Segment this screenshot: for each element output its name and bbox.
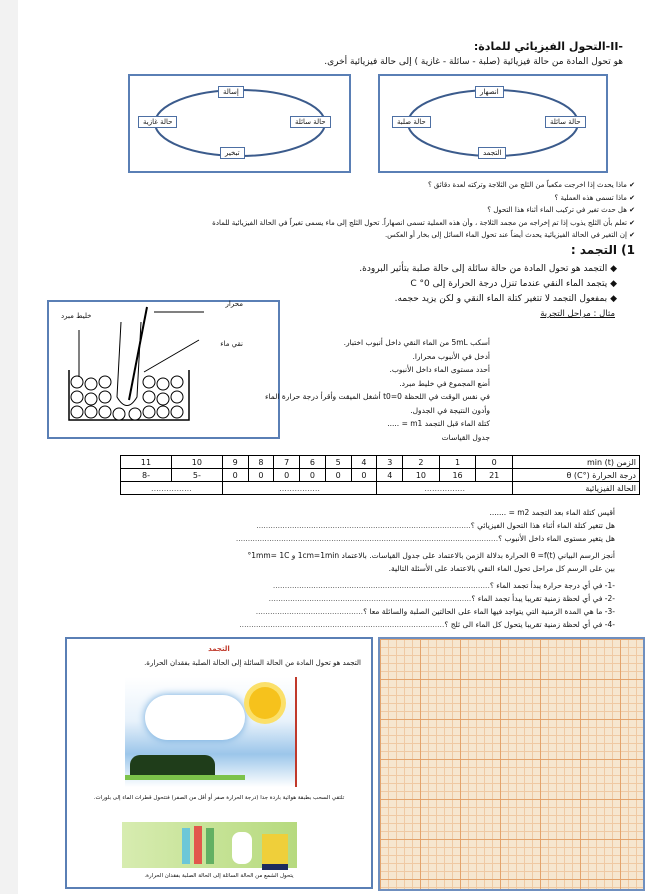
step: كتلة الماء قبل التجمد m1 = ..... [387,419,490,428]
label-liquid: حالة سائلة [290,116,331,128]
label-evaporation: تبخير [220,147,245,159]
step: أسكب 5mL من الماء النقي داخل أنبوب اختبار. [343,338,490,347]
ground-shape [125,775,245,780]
question-item: ✔ ماذا يحدث إذا اخرجت مكعباً من الثلج من الثلاجة وتركته لعدة دقائق ؟ [427,181,635,189]
section-definition: هو تحول المادة من حالة فيزيائية (صلبة - سائلة - غازية ) إلى حالة فيزيائية أخرى. [324,57,623,67]
label-condensation: إسالة [218,86,244,98]
step: جدول القياسات [441,432,490,442]
point-item: ◆ بمفعول التجمد لا تتغير كتلة الماء النقي و لكن يزيد حجمه. [394,294,617,304]
step: أدخل في الأنبوب محرارا. [412,351,490,361]
caption-candles: يتحول الشمع من الحالة السائلة إلى الحالة الصلبة بفقدان الحرارة. [144,873,294,879]
question-list [212,179,635,242]
line: -2- في أي لحظة زمنية تقريبا يبدأ تجمد الماء ؟..................................................................................... [268,594,615,603]
table-row-time: الزمن min (t) 0 1 2 3 4 5 6 7 8 9 10 11 [121,456,640,469]
candle [206,828,214,864]
label-freezing: التجمد [478,147,506,159]
label-gas: حالة غازية [138,116,177,128]
cycle-diagram-left [128,74,351,173]
measurements-table [120,455,640,495]
question-item: ✔ تعلم بأن الثلج يذوب إذا تم إخراجه من مجمد الثلاجة ، وأن هذه العملية تسمى انصهاراً. تحول الثلج إلى ماء يسمى تغيراً في الحالة الفيزيائية للمادة [212,218,635,227]
question-item: ✔ هل حدث تغير في تركيب الماء أثناء هذا التحول ؟ [487,206,635,214]
candle [194,826,202,864]
step: أضع المجموع في خليط مبرد. [399,378,490,388]
analysis-questions [75,506,615,631]
step: أحدد مستوى الماء داخل الأنبوب. [389,365,490,374]
line: هل يتغير مستوى الماء داخل الأنبوب ؟.............................................................................................................. [235,534,615,543]
point-item: ◆ التجمد هو تحول المادة من حالة سائلة إلى حالة صلبة بتأثير البرودة. [359,264,617,274]
freezing-card [65,637,373,889]
card-definition: التجمد هو تحول المادة من الحالة السائلة إلى الحالة الصلبة بفقدان الحرارة. [144,659,361,667]
line: أنجز الرسم البياني θ =f(t) الحرارة بدلالة الزمن بالاعتماد على جدول القياسات. بالاعتماد 1cm=1min و 1mm= 1C° [247,551,615,560]
experiment-figure [47,300,280,439]
step: في نفس الوقت في اللحظة t0=0 أشغل الميقت وأقرأ درجة حرارة الماء [264,392,490,401]
label-cooling-mixture: خليط مبرد [61,312,92,320]
experiment-steps [265,336,490,444]
label-liquid: حالة سائلة [545,116,586,128]
card-title: التجمد [208,645,230,653]
line: بين على الرسم كل مراحل تحول الماء النقي بالاعتماد على الأسئلة التالية. [388,564,615,573]
question-item: ✔ ماذا تسمى هذه العملية ؟ [554,193,635,202]
label-melting: انصهار [475,86,504,98]
candles-illustration [122,822,297,868]
question-item: ✔ إن التغير في الحالة الفيزيائية يحدث أيضاً عند تحول الماء السائل إلى بخار أو العكس. [384,231,635,239]
line: -4- في أي لحظة زمنية تقريبا يتحول كل الماء الى ثلج ؟...................................................................................... [239,620,615,629]
candle [262,834,288,870]
cycle-diagram-right [378,74,608,173]
graph-paper[interactable] [378,637,645,891]
caption-clouds: تلتقي السحب بطبقة هوائية باردة جدا (درجة الحرارة صفر أو أقل من الصفر) فتتحول قطرات الماء إلى بلورات. [93,795,345,801]
freezing-title: 1) التجمد : [570,243,635,257]
candle [232,832,252,864]
label-pure-water: نقي ماء [220,340,243,348]
label-thermometer: محرار [225,300,243,308]
test-tube-drawing [49,302,278,437]
sun-icon [249,687,281,719]
trees-shape [130,755,215,775]
line: أقيس كتلة الماء بعد التجمد m2 = ....... [489,508,615,517]
freezing-points [359,262,617,307]
point-item: ◆ يتجمد الماء النقي عندما تنزل درجة الحرارة إلى 0° C [410,279,617,289]
table-row-state: الحالة الفيزيائية ................ ................ ................ [121,482,640,495]
cloud-illustration [125,677,297,787]
line: -1- في أي درجة حرارة يبدأ تجمد الماء ؟........................................................................................... [272,581,615,590]
line: -3- ما هي المدة الزمنية التي يتواجد فيها الماء على الحالتين الصلبة والسائلة معا ؟............................................. [255,607,615,616]
example-title: مثال : مراحل التجربة [540,309,615,319]
cloud-shape [145,695,245,740]
candle [182,828,190,864]
section-title: -II-التحول الفيزيائي للمادة: [473,40,623,53]
line: هل تتغير كتلة الماء أثناء هذا التحول الفيزيائي ؟.......................................................................................... [256,521,615,530]
label-solid: حالة صلبة [392,116,431,128]
page-margin [0,0,18,894]
step: وأدون النتيجة في الجدول. [410,405,490,415]
table-row-temperature: درجة الحرارة θ (C°) 21 16 10 4 0 0 0 0 0 0 -5 -8 [121,469,640,482]
